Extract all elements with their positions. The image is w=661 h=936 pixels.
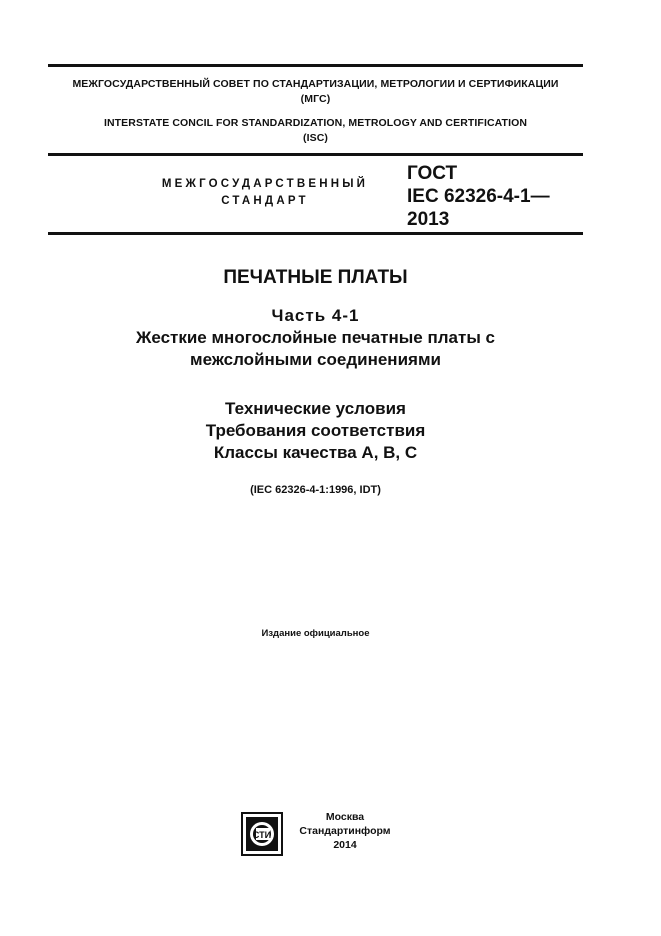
part-title-line2: межслойными соединениями xyxy=(190,350,441,369)
spec-line2: Требования соответствия xyxy=(205,421,426,440)
main-title: ПЕЧАТНЫЕ ПЛАТЫ xyxy=(223,267,408,288)
standard-type-line1: МЕЖГОСУДАРСТВЕННЫЙ xyxy=(161,178,369,190)
council-name-ru xyxy=(48,77,583,107)
spec-line1: Технические условия xyxy=(225,399,406,418)
edition-block xyxy=(48,628,583,640)
standartinform-logo-icon xyxy=(240,811,284,857)
top-rule xyxy=(48,64,583,67)
publisher-city: Москва xyxy=(325,811,365,823)
designation-line3: 2013 xyxy=(407,209,450,230)
standard-type-line2: СТАНДАРТ xyxy=(221,195,309,207)
council-en-line1: INTERSTATE CONCIL FOR STANDARDIZATION, METROLOGY AND CERTIFICATION xyxy=(103,117,528,129)
publisher-block xyxy=(290,810,400,852)
header-divider-top xyxy=(48,153,583,156)
publisher-logo xyxy=(240,811,284,857)
header-divider-bottom xyxy=(48,232,583,235)
publisher-name: Стандартинформ xyxy=(299,825,391,837)
standard-designation xyxy=(407,162,550,231)
part-title-line1: Жесткие многослойные печатные платы с xyxy=(135,328,496,347)
designation-line2: IEC 62326-4-1— xyxy=(407,186,550,207)
council-en-line2: (ISC) xyxy=(303,132,328,144)
reference-text: (IEC 62326-4-1:1996, IDT) xyxy=(250,484,381,496)
spec-line3: Классы качества A, B, C xyxy=(213,443,418,462)
part-number: Часть 4-1 xyxy=(271,306,360,325)
iec-reference xyxy=(48,483,583,497)
spec-block xyxy=(48,398,583,464)
designation-line1: ГОСТ xyxy=(407,163,458,184)
council-ru-line1: МЕЖГОСУДАРСТВЕННЫЙ СОВЕТ ПО СТАНДАРТИЗАЦИИ, МЕТРОЛОГИИ И СЕРТИФИКАЦИИ xyxy=(72,78,559,90)
standard-type-label xyxy=(120,176,410,210)
part-block xyxy=(48,305,583,371)
council-name-en xyxy=(48,116,583,146)
edition-text: Издание официальное xyxy=(261,628,370,639)
council-ru-line2: (МГС) xyxy=(300,93,331,105)
logo-text: СТИ xyxy=(252,830,272,840)
document-title xyxy=(48,266,583,290)
publisher-year: 2014 xyxy=(333,839,357,851)
